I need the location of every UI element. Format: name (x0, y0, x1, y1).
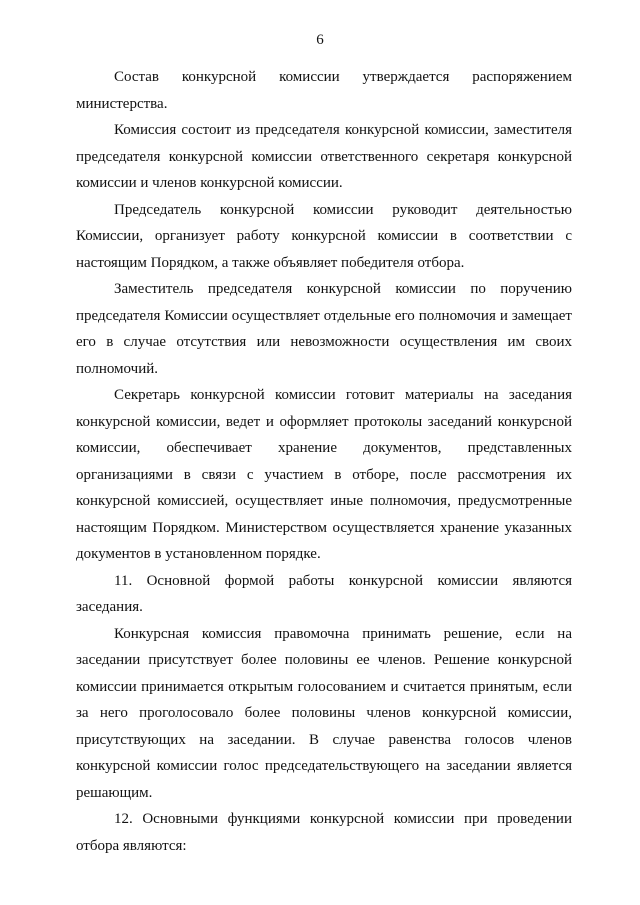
paragraph-item-12: 12. Основными функциями конкурсной комиссии при проведении отбора являются: (76, 811, 572, 854)
paragraph-secretary-role: Секретарь конкурсной комиссии готовит материалы на заседания конкурсной комиссии, ведет и оформляет протоколы заседаний конкурсной комиссии, обеспечивает хранение документов, представленных организациями в связи с участием в отборе, после рассмотрения их конкурсной комиссией, осуществляет иные полномочия, предусмотренные настоящим Порядком. Министерством осуществляется хранение указанных документов в установленном порядке. (76, 387, 572, 562)
paragraph-deputy-role: Заместитель председателя конкурсной комиссии по поручению председателя Комиссии осуществляет отдельные его полномочия и замещает его в случае отсутствия или невозможности осуществления им своих полномочий. (76, 281, 572, 377)
paragraph-item-11: 11. Основной формой работы конкурсной комиссии являются заседания. (76, 572, 572, 615)
page-number: 6 (316, 32, 324, 48)
paragraph-commission-members: Комиссия состоит из председателя конкурсной комиссии, заместителя председателя конкурсной комиссии ответственного секретаря конкурсной комиссии и членов конкурсной комиссии. (76, 122, 572, 191)
document-body (76, 64, 572, 859)
paragraph-quorum: Конкурсная комиссия правомочна принимать решение, если на заседании присутствует более половины ее членов. Решение конкурсной комиссии принимается открытым голосованием и считается принятым, если за него проголосовало более половины членов конкурсной комиссии, присутствующих на заседании. В случае равенства голосов членов конкурсной комиссии голос председательствующего на заседании является решающим. (76, 625, 572, 801)
paragraph-chairman-role: Председатель конкурсной комиссии руководит деятельностью Комиссии, организует работу конкурсной комиссии в соответствии с настоящим Порядком, а также объявляет победителя отбора. (76, 201, 572, 271)
paragraph-commission-composition: Состав конкурсной комиссии утверждается распоряжением министерства. (76, 69, 572, 112)
